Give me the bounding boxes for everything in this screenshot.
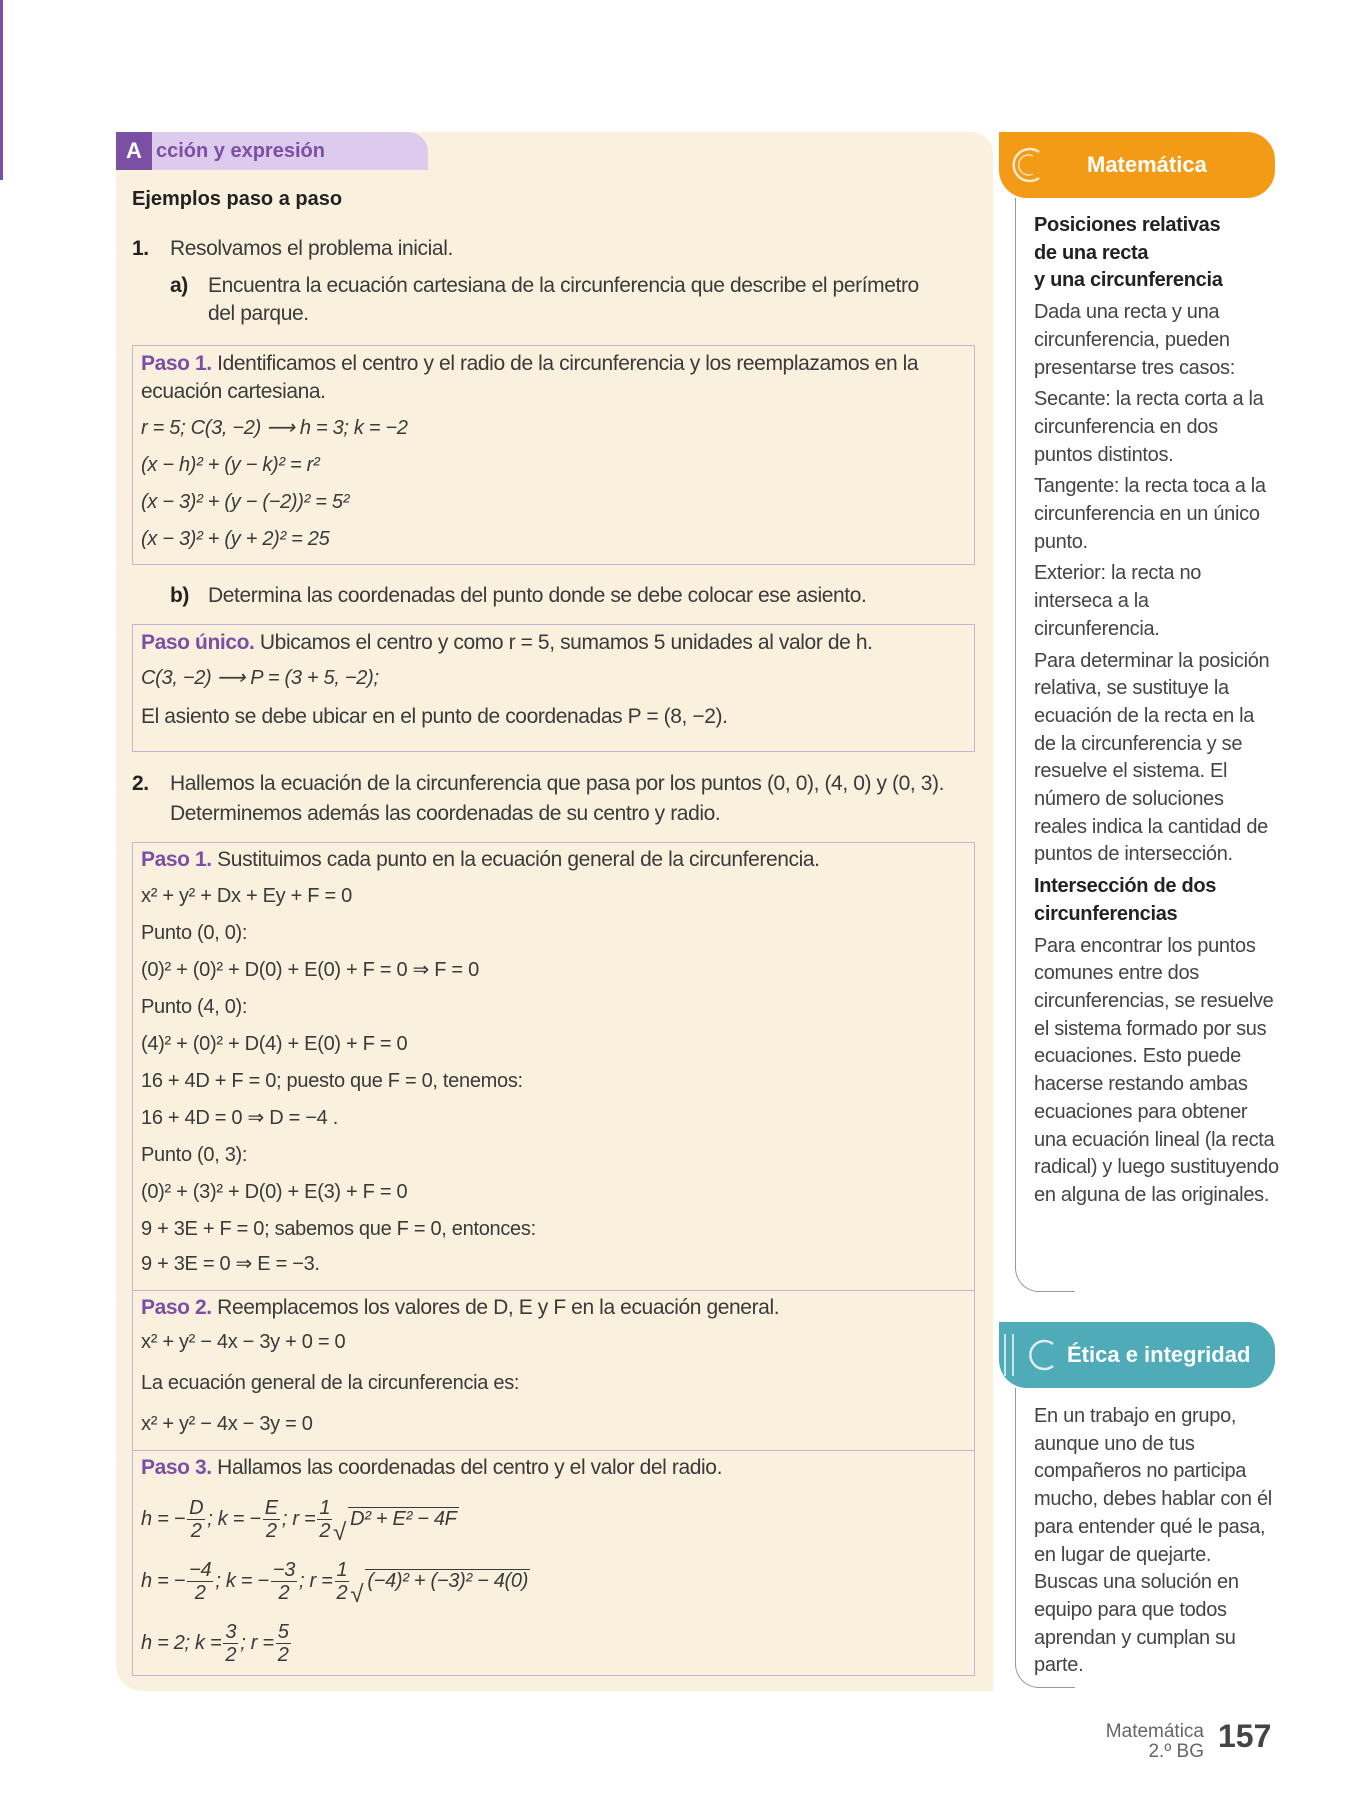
- ic-logo-icon: [999, 1322, 1061, 1388]
- footer-subject: [1106, 1722, 1204, 1762]
- sidebar-heading: Posiciones relativas: [1034, 214, 1221, 236]
- page-number: 157: [1218, 1718, 1272, 1754]
- equation: (x − 3)² + (y + 2)² = 25: [141, 528, 330, 550]
- equation: Punto (0, 0):: [141, 922, 248, 944]
- part-a: [170, 272, 919, 328]
- step-text: Identificamos el centro y el radio de la circunferencia y los reemplazamos en la: [211, 352, 919, 375]
- example-number: 1.: [132, 237, 149, 260]
- sidebar-header-etica: [999, 1322, 1275, 1388]
- sidebar-content: [1034, 1403, 1279, 1684]
- step-text: Sustituimos cada punto en la ecuación general de la circunferencia.: [211, 848, 820, 871]
- c-logo-icon: [999, 132, 1049, 198]
- equation: 9 + 3E + F = 0; sabemos que F = 0, entonces:: [141, 1218, 536, 1240]
- equation: 16 + 4D = 0 ⇒ D = −4 .: [141, 1107, 338, 1129]
- sidebar-paragraph: Para encontrar los puntos comunes entre dos circunferencias, se resuelve el sistema formado por sus ecuaciones. Esto puede hacerse restando ambas ecuaciones para obtener una ecuación lineal (la recta radical) y luego sustituyendo en alguna de las originales.: [1034, 934, 1279, 1206]
- section-tab: [116, 132, 428, 170]
- page-edge-line: [0, 0, 3, 180]
- step-label: Paso 2.: [141, 1296, 212, 1319]
- sidebar-header-matematica: [999, 132, 1275, 198]
- part-label: b): [170, 584, 190, 607]
- sidebar-paragraph: Secante: la recta corta a la circunferencia en dos puntos distintos.: [1034, 388, 1264, 466]
- equation: r = 5; C(3, −2) ⟶ h = 3; k = −2: [141, 417, 408, 439]
- equation: (x − h)² + (y − k)² = r²: [141, 454, 320, 476]
- equation: C(3, −2) ⟶ P = (3 + 5, −2);: [141, 667, 379, 689]
- part-text: Encuentra la ecuación cartesiana de la circunferencia que describe el perímetro: [208, 274, 919, 297]
- section-label: cción y expresión: [156, 139, 325, 162]
- equation: (0)² + (0)² + D(0) + E(0) + F = 0 ⇒ F = 0: [141, 959, 479, 981]
- sidebar-paragraph: Tangente: la recta toca a la circunferencia en un único punto.: [1034, 475, 1266, 553]
- sidebar-heading: circunferencias: [1034, 902, 1178, 925]
- equation: Punto (4, 0):: [141, 996, 248, 1018]
- step-label: Paso 1.: [141, 848, 212, 871]
- equation: 9 + 3E = 0 ⇒ E = −3.: [141, 1253, 320, 1275]
- square-root: √ (−4)² + (−3)² − 4(0): [365, 1569, 530, 1592]
- sidebar-paragraph: Exterior: la recta no interseca a la circunferencia.: [1034, 562, 1202, 640]
- sidebar-heading: de una recta: [1034, 241, 1149, 264]
- example-text: Hallemos la ecuación de la circunferencia que pasa por los puntos (0, 0), (4, 0) y (0, 3).: [170, 772, 945, 795]
- sidebar-title: Ética e integridad: [1067, 1342, 1251, 1367]
- example-text: Determinemos además las coordenadas de su centro y radio.: [170, 802, 721, 825]
- step-text: ecuación cartesiana.: [141, 380, 326, 403]
- step-box-2: [132, 624, 975, 752]
- label-text: La ecuación general de la circunferencia es:: [141, 1372, 520, 1394]
- footer-grade: 2.º BG: [1148, 1741, 1204, 1762]
- sidebar-paragraph: Dada una recta y una circunferencia, pueden presentarse tres casos:: [1034, 301, 1235, 379]
- sidebar-paragraph: En un trabajo en grupo, aunque uno de tus compañeros no participa mucho, debes hablar con él para entender qué le pasa, en lugar de quejarte. Buscas una solución en equipo para que todos aprendan y cumplan su parte.: [1034, 1405, 1272, 1677]
- example-2: [132, 769, 944, 829]
- sidebar-heading: y una circunferencia: [1034, 269, 1223, 292]
- step-box-3: [132, 842, 975, 1676]
- step-label: Paso único.: [141, 631, 255, 654]
- step-box-1: [132, 345, 975, 565]
- footer-subject-name: Matemática: [1105, 1721, 1204, 1742]
- section-letter: A: [116, 132, 152, 170]
- sidebar-heading: Intersección de dos: [1034, 875, 1217, 898]
- part-b: [170, 582, 866, 610]
- step-text: Hallamos las coordenadas del centro y el valor del radio.: [211, 1456, 722, 1479]
- equation: (4)² + (0)² + D(4) + E(0) + F = 0: [141, 1033, 408, 1055]
- equation: x² + y² − 4x − 3y + 0 = 0: [141, 1331, 346, 1353]
- formula-row-1: h = − $\frac{D}{2}$ ; k = − $\frac{E}{2}$ ; r = $\frac{1}{2}$ √ D² + E² − 4F: [141, 1488, 966, 1550]
- sidebar-paragraph: Para determinar la posición relativa, se sustituye la ecuación de la recta en la de la circunferencia y se resuelve el sistema. El número de soluciones reales indica la cantidad de puntos de intersección.: [1034, 649, 1270, 866]
- square-root: √ D² + E² − 4F: [348, 1507, 458, 1530]
- equation: 16 + 4D + F = 0; puesto que F = 0, tenemos:: [141, 1070, 523, 1092]
- sidebar-content: [1034, 212, 1279, 1214]
- equation: (x − 3)² + (y − (−2))² = 5²: [141, 491, 350, 513]
- equation: (0)² + (3)² + D(0) + E(3) + F = 0: [141, 1181, 408, 1203]
- step-text: Reemplacemos los valores de D, E y F en la ecuación general.: [211, 1296, 780, 1319]
- formula-row-2: h = − $\frac{-4}{2}$ ; k = − $\frac{-3}{2}$ ; r = $\frac{1}{2}$ √ (−4)² + (−3)² − 4(0): [141, 1550, 966, 1612]
- page-title: Ejemplos paso a paso: [132, 188, 343, 210]
- part-label: a): [170, 274, 188, 297]
- part-text: Determina las coordenadas del punto donde se debe colocar ese asiento.: [208, 584, 867, 607]
- equation: x² + y² − 4x − 3y = 0: [141, 1413, 313, 1435]
- step-label: Paso 1.: [141, 352, 212, 375]
- conclusion-text: El asiento se debe ubicar en el punto de coordenadas P = (8, −2).: [141, 705, 728, 728]
- example-text: Resolvamos el problema inicial.: [170, 237, 453, 260]
- example-1: [132, 235, 453, 263]
- formula-row-3: h = 2; k = $\frac{3}{2}$ ; r = $\frac{5}{2}$: [141, 1621, 289, 1667]
- equation: Punto (0, 3):: [141, 1144, 248, 1166]
- equation: x² + y² + Dx + Ey + F = 0: [141, 885, 352, 907]
- part-text: del parque.: [208, 302, 309, 325]
- step-text: Ubicamos el centro y como r = 5, sumamos 5 unidades al valor de h.: [254, 631, 873, 654]
- sidebar-title: Matemática: [1087, 152, 1207, 177]
- example-number: 2.: [132, 772, 149, 795]
- step-label: Paso 3.: [141, 1456, 212, 1479]
